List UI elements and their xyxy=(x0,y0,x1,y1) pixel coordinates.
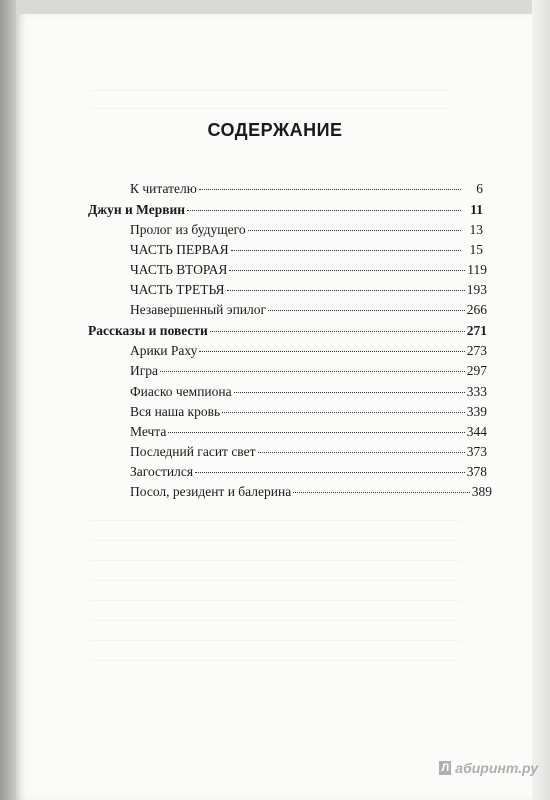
toc-entry-page-number: 193 xyxy=(466,282,487,297)
toc-entry-title: ЧАСТЬ ТРЕТЬЯ xyxy=(130,282,225,297)
toc-entry-page-number: 389 xyxy=(471,484,492,499)
toc-entry-title: Мечта xyxy=(130,424,167,439)
toc-entry-title: Джун и Мервин xyxy=(88,202,186,217)
toc-entry-title: Последний гасит свет xyxy=(130,444,256,459)
toc-entry-page-number: 273 xyxy=(466,343,487,358)
dot-leader xyxy=(227,290,465,291)
dot-leader xyxy=(199,189,461,190)
toc-entry-title: Пролог из будущего xyxy=(130,222,246,237)
dot-leader xyxy=(210,331,465,332)
toc-entry xyxy=(130,261,487,279)
dot-leader xyxy=(258,452,465,453)
dot-leader xyxy=(222,412,465,413)
labirint-logo-icon: Л xyxy=(439,761,451,775)
toc-entry xyxy=(130,281,487,299)
toc-entry-title: ЧАСТЬ ПЕРВАЯ xyxy=(130,242,229,257)
watermark xyxy=(439,760,538,776)
dot-leader xyxy=(187,210,461,211)
dot-leader xyxy=(199,351,464,352)
toc-entry xyxy=(130,443,487,461)
toc-entry xyxy=(130,362,487,380)
toc-entry xyxy=(130,221,483,239)
dot-leader xyxy=(248,230,461,231)
toc-entry-page-number: 373 xyxy=(466,444,487,459)
toc-entry-title: Арики Раху xyxy=(130,343,198,358)
toc-entry-page-number: 271 xyxy=(466,323,487,338)
toc-entry xyxy=(130,423,487,441)
toc-entry xyxy=(130,180,483,198)
toc-entry-page-number: 344 xyxy=(466,424,487,439)
toc-entry xyxy=(88,201,483,219)
toc-entry-title: Фиаско чемпиона xyxy=(130,384,232,399)
toc-entry-page-number: 13 xyxy=(469,222,483,237)
dot-leader xyxy=(268,310,465,311)
toc-entry xyxy=(130,383,487,401)
toc-entry-page-number: 333 xyxy=(466,384,487,399)
dot-leader xyxy=(168,432,464,433)
toc-entry-page-number: 339 xyxy=(466,404,487,419)
toc-entry-title: Вся наша кровь xyxy=(130,404,221,419)
toc-entry-page-number: 15 xyxy=(469,242,483,257)
toc-entry xyxy=(88,322,487,340)
toc-entry-title: Игра xyxy=(130,363,159,378)
toc-entry xyxy=(130,463,487,481)
toc-entry-title: Рассказы и повести xyxy=(88,323,208,338)
toc-entry-title: Незавершенный эпилог xyxy=(130,302,267,317)
toc-entry-page-number: 297 xyxy=(466,363,487,378)
toc-entry-title: Загостился xyxy=(130,464,194,479)
dot-leader xyxy=(229,270,465,271)
page-title: СОДЕРЖАНИЕ xyxy=(207,120,343,140)
toc-entry-title: К читателю xyxy=(130,181,197,196)
toc-entry xyxy=(130,483,492,501)
toc-entry xyxy=(130,301,487,319)
toc-entry-page-number: 6 xyxy=(476,181,483,196)
dot-leader xyxy=(231,250,461,251)
toc-entry-title: ЧАСТЬ ВТОРАЯ xyxy=(130,262,228,277)
toc-entry-page-number: 266 xyxy=(466,302,487,317)
toc-entry-page-number: 11 xyxy=(470,202,483,217)
toc-entry xyxy=(130,241,483,259)
dot-leader xyxy=(160,371,465,372)
dot-leader xyxy=(293,492,470,493)
toc-entry-title: Посол, резидент и балерина xyxy=(130,484,292,499)
toc-entry-page-number: 119 xyxy=(467,262,487,277)
dot-leader xyxy=(234,392,465,393)
toc-entry xyxy=(130,342,487,360)
toc-entry xyxy=(130,403,487,421)
toc-entry-page-number: 378 xyxy=(466,464,487,479)
watermark-text: абиринт.ру xyxy=(455,760,538,776)
dot-leader xyxy=(195,472,465,473)
